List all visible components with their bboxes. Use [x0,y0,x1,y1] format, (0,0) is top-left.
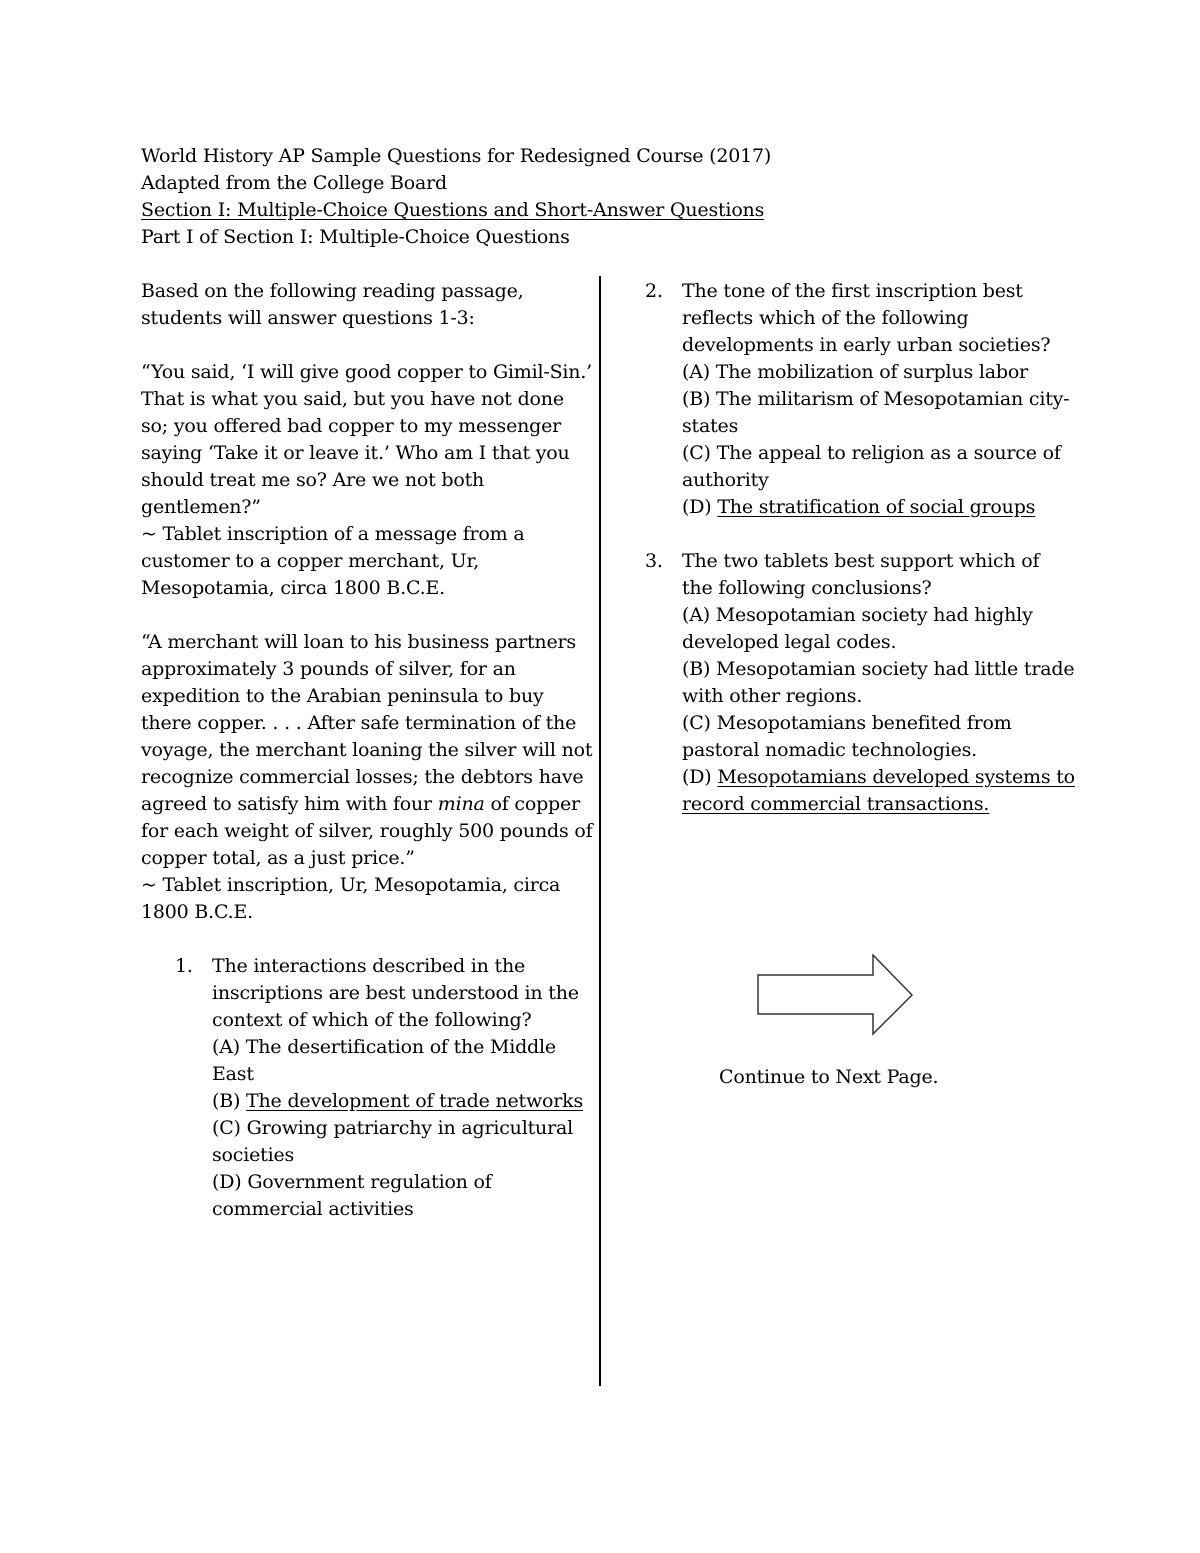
option-b[interactable]: (B) Mesopotamian society had little trade with other regions. [682,658,1075,707]
continue-note: Continue to Next Page. [719,1066,939,1088]
option-d[interactable]: (D) Government regulation of commercial activities [212,1171,492,1220]
question-number: 2. [645,280,663,302]
passage-2-italic-term: mina [437,793,485,815]
option-a[interactable]: (A) Mesopotamian society had highly developed legal codes. [682,604,1033,653]
passage-2-source: ~ Tablet inscription, Ur, Mesopotamia, circa 1800 B.C.E. [141,874,561,923]
document-source: Adapted from the College Board [141,172,448,194]
question-stem: The two tablets best support which of the following conclusions? [682,550,1040,599]
passage-1-quote: “You said, ‘I will give good copper to Gimil-Sin.’ That is what you said, but you have not done so; you offered bad copper to my messenger saying ‘Take it or leave it.’ Who am I that you should treat me so? Are we not both gentlemen?” [141,361,593,518]
passage-2-quote: “A merchant will loan to his business partners approximately 3 pounds of silver, for an expedition to the Arabian peninsula to buy there copper. . . . After safe termination of the voyage, the merchant loaning the silver will not recognize commercial losses; the debtors have agreed to satisfy him with four mina of copper for each weight of silver, roughly 500 pounds of copper total, as a just price.” [141,631,593,869]
correct-answer: The development of trade networks [246,1090,584,1112]
correct-answer: The stratification of social groups [717,496,1036,518]
question-3 [645,548,1075,818]
right-arrow-icon [757,954,915,1036]
document-header [141,143,1041,251]
passage-1-source: ~ Tablet inscription of a message from a customer to a copper merchant, Ur, Mesopotamia, circa 1800 B.C.E. [141,523,525,599]
part-heading: Part I of Section I: Multiple-Choice Questions [141,226,570,248]
option-d[interactable]: (D) Mesopotamians developed systems to record commercial transactions. [682,766,1075,815]
question-stem: The interactions described in the inscriptions are best understood in the context of which of the following? [212,955,579,1031]
question-2 [645,278,1075,521]
option-a[interactable]: (A) The mobilization of surplus labor [682,361,1028,383]
option-c[interactable]: (C) The appeal to religion as a source of authority [682,442,1061,491]
option-b[interactable]: (B) The militarism of Mesopotamian city-states [682,388,1070,437]
option-d[interactable]: (D) The stratification of social groups [682,496,1036,518]
option-c[interactable]: (C) Growing patriarchy in agricultural societies [212,1117,573,1166]
column-divider [599,276,601,1386]
option-b[interactable]: (B) The development of trade networks [212,1090,584,1112]
correct-answer: Mesopotamians developed systems to record commercial transactions. [682,766,1075,815]
document-title: World History AP Sample Questions for Redesigned Course (2017) [141,145,772,167]
left-column [141,278,596,1223]
question-number: 1. [175,955,193,977]
question-stem: The tone of the first inscription best reflects which of the following developments in early urban societies? [682,280,1051,356]
right-column [645,278,1075,818]
question-number: 3. [645,550,663,572]
option-c[interactable]: (C) Mesopotamians benefited from pastoral nomadic technologies. [682,712,1012,761]
question-1 [175,953,596,1223]
section-heading: Section I: Multiple-Choice Questions and Short-Answer Questions [141,199,765,221]
option-a[interactable]: (A) The desertification of the Middle East [212,1036,556,1085]
passage-intro: Based on the following reading passage, students will answer questions 1-3: [141,280,524,329]
